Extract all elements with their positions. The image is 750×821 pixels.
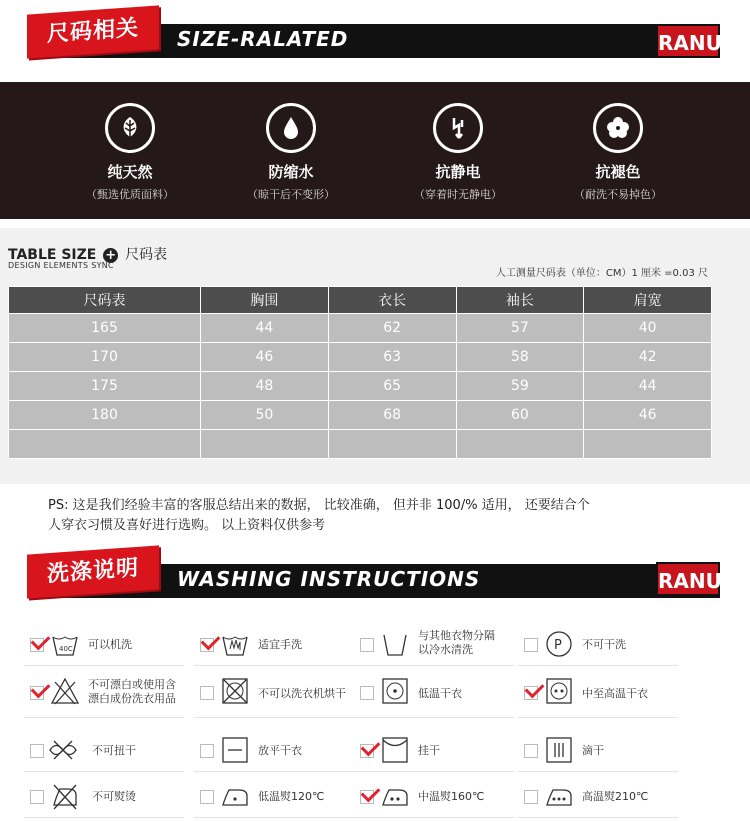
measurement-note: 人工测量尺码表（单位：CM）1 厘米 =0.03 尺: [495, 268, 708, 279]
table-header: 胸围: [201, 287, 329, 314]
washing-row: [24, 778, 704, 818]
washing-label: 挂干: [418, 744, 440, 757]
washing-label: 中温熨160℃: [418, 790, 485, 803]
checkbox[interactable]: [524, 686, 538, 700]
drip-dry-icon: [544, 735, 574, 765]
table-cell: 42: [584, 343, 712, 372]
hang-dry-icon: [380, 735, 410, 765]
washing-label: 不可熨烫: [92, 790, 136, 803]
table-cell: 40: [584, 314, 712, 343]
washing-item: [194, 732, 354, 772]
no-iron-icon: [50, 781, 80, 811]
table-cell: 46: [584, 401, 712, 430]
banner-en-title: WASHING INSTRUCTIONS: [177, 567, 481, 591]
feature-antistatic: [398, 82, 518, 202]
checkbox[interactable]: [30, 638, 44, 652]
table-cell: [201, 430, 329, 459]
no-bleach-icon: [50, 676, 80, 706]
checkbox[interactable]: [30, 744, 44, 758]
washing-label: 滴干: [582, 744, 604, 757]
table-cell: 175: [9, 372, 201, 401]
washing-label-line: 漂白成份洗衣用品: [88, 692, 176, 705]
table-size-logo-cn: 尺码表: [125, 247, 168, 263]
table-cell: 58: [456, 343, 584, 372]
machine-wash-40-icon: [50, 629, 80, 659]
dry-flat-icon: [220, 735, 250, 765]
banner-red-tag: [27, 5, 159, 58]
feature-title: 抗静电: [435, 163, 481, 181]
washing-item: [518, 670, 678, 718]
feature-sub: （晾干后不变形）: [247, 188, 335, 201]
washing-label: [88, 678, 176, 706]
table-cell: 44: [584, 372, 712, 401]
table-cell: 170: [9, 343, 201, 372]
checkbox[interactable]: [524, 790, 538, 804]
brand-logo: RANU: [656, 24, 720, 58]
washing-label-line: 以冷水清洗: [418, 643, 473, 656]
low-temp-dry-icon: [380, 676, 410, 706]
washing-label: 可以机洗: [88, 638, 132, 651]
washing-item: [518, 732, 678, 772]
table-cell: [328, 430, 456, 459]
table-cell: [456, 430, 584, 459]
feature-colorfast: [558, 82, 678, 202]
washing-item: [24, 778, 184, 818]
iron-medium-icon: [380, 781, 410, 811]
washing-label: 不可干洗: [582, 638, 626, 651]
table-row: [9, 343, 712, 372]
checkbox[interactable]: [200, 686, 214, 700]
washing-label: 低温干衣: [418, 687, 462, 700]
banner-red-tag: [27, 545, 159, 598]
checkbox[interactable]: [30, 686, 44, 700]
feature-sub: （穿着时无静电）: [414, 188, 502, 201]
checkbox[interactable]: [524, 638, 538, 652]
washing-label-line: 与其他衣物分隔: [418, 629, 495, 642]
washing-item: [24, 732, 184, 772]
washing-item: [518, 778, 678, 818]
checkbox[interactable]: [30, 790, 44, 804]
table-size-logo-en: TABLE SIZE: [8, 247, 97, 263]
washing-label: 低温熨120℃: [258, 790, 325, 803]
no-tumble-dry-icon: [220, 676, 250, 706]
checkbox[interactable]: [360, 638, 374, 652]
table-size-subtitle: DESIGN ELEMENTS SYNC: [8, 261, 114, 270]
banner-cn-title: 尺码相关: [46, 15, 139, 48]
separate-cold-wash-icon: [380, 629, 410, 659]
table-row: [9, 314, 712, 343]
brand-logo: RANU: [656, 562, 720, 596]
hand-wash-icon: [220, 629, 250, 659]
table-cell: [584, 430, 712, 459]
washing-item: [354, 732, 514, 772]
washing-item: [194, 670, 354, 718]
washing-item: [354, 626, 514, 666]
table-cell: [9, 430, 201, 459]
table-row: [9, 430, 712, 459]
table-cell: 180: [9, 401, 201, 430]
table-cell: 48: [201, 372, 329, 401]
size-related-banner: [0, 0, 750, 60]
feature-title: 防缩水: [268, 163, 314, 181]
no-wring-icon: [48, 735, 78, 765]
table-row: [9, 372, 712, 401]
checkbox[interactable]: [360, 686, 374, 700]
table-header: 肩宽: [584, 287, 712, 314]
table-header: 衣长: [328, 287, 456, 314]
table-cell: 63: [328, 343, 456, 372]
feature-title: 抗褪色: [595, 163, 641, 181]
washing-item: [354, 778, 514, 818]
washing-row: [24, 732, 704, 772]
washing-item: [24, 670, 184, 718]
table-header-row: [9, 287, 712, 314]
banner-en-title: SIZE-RALATED: [177, 27, 349, 51]
table-header: 尺码表: [9, 287, 201, 314]
flower-icon: [593, 103, 643, 153]
washing-instructions-banner: [0, 550, 750, 610]
leaf-icon: [105, 103, 155, 153]
table-cell: 62: [328, 314, 456, 343]
table-row: [9, 401, 712, 430]
table-cell: 60: [456, 401, 584, 430]
checkbox[interactable]: [360, 744, 374, 758]
washing-item: [518, 626, 678, 666]
table-cell: 59: [456, 372, 584, 401]
no-dry-clean-icon: [544, 629, 574, 659]
checkbox[interactable]: [200, 744, 214, 758]
washing-label: 不可扭干: [92, 744, 136, 757]
washing-item: [354, 670, 514, 718]
iron-high-icon: [544, 781, 574, 811]
table-cell: 57: [456, 314, 584, 343]
washing-label: 中至高温干衣: [582, 687, 648, 700]
washing-label: 适宜手洗: [258, 638, 302, 651]
feature-sub: （耐洗不易掉色）: [574, 188, 662, 201]
checkbox[interactable]: [200, 790, 214, 804]
washing-label: 高温熨210℃: [582, 790, 649, 803]
lightning-icon: [433, 103, 483, 153]
washing-label-line: 不可漂白或使用含: [88, 678, 176, 691]
feature-natural: [70, 82, 190, 202]
ps-line: 人穿衣习惯及喜好进行选购。 以上资料仅供参考: [48, 518, 326, 533]
checkbox[interactable]: [524, 744, 538, 758]
banner-cn-title: 洗涤说明: [46, 555, 139, 588]
table-cell: 65: [328, 372, 456, 401]
size-table-section: [0, 228, 750, 484]
iron-low-icon: [220, 781, 250, 811]
table-cell: 68: [328, 401, 456, 430]
feature-title: 纯天然: [107, 163, 153, 181]
table-cell: 50: [201, 401, 329, 430]
washing-row: [24, 626, 704, 666]
checkbox[interactable]: [200, 638, 214, 652]
feature-sub: （甄选优质面料）: [86, 188, 174, 201]
table-cell: 165: [9, 314, 201, 343]
table-cell: 44: [201, 314, 329, 343]
feature-shrink-proof: [231, 82, 351, 202]
washing-row: [24, 670, 704, 710]
washing-label: 不可以洗衣机烘干: [258, 687, 346, 700]
icon-text: 40C: [59, 645, 73, 653]
plus-icon: +: [103, 248, 118, 263]
medium-high-temp-dry-icon: [544, 676, 574, 706]
checkbox[interactable]: [360, 790, 374, 804]
ps-note: [48, 496, 708, 536]
table-cell: 46: [201, 343, 329, 372]
table-header: 袖长: [456, 287, 584, 314]
size-table: [8, 286, 712, 459]
washing-item: [24, 626, 184, 666]
water-drop-icon: [266, 103, 316, 153]
washing-label: 放平干衣: [258, 744, 302, 757]
icon-text: P: [554, 638, 562, 653]
washing-item: [194, 778, 354, 818]
features-strip: [0, 82, 750, 219]
ps-line: PS: 这是我们经验丰富的客服总结出来的数据， 比较准确， 但并非 100/% 适用， 还要结合个: [48, 498, 590, 513]
washing-label: [418, 629, 495, 657]
washing-item: [194, 626, 354, 666]
